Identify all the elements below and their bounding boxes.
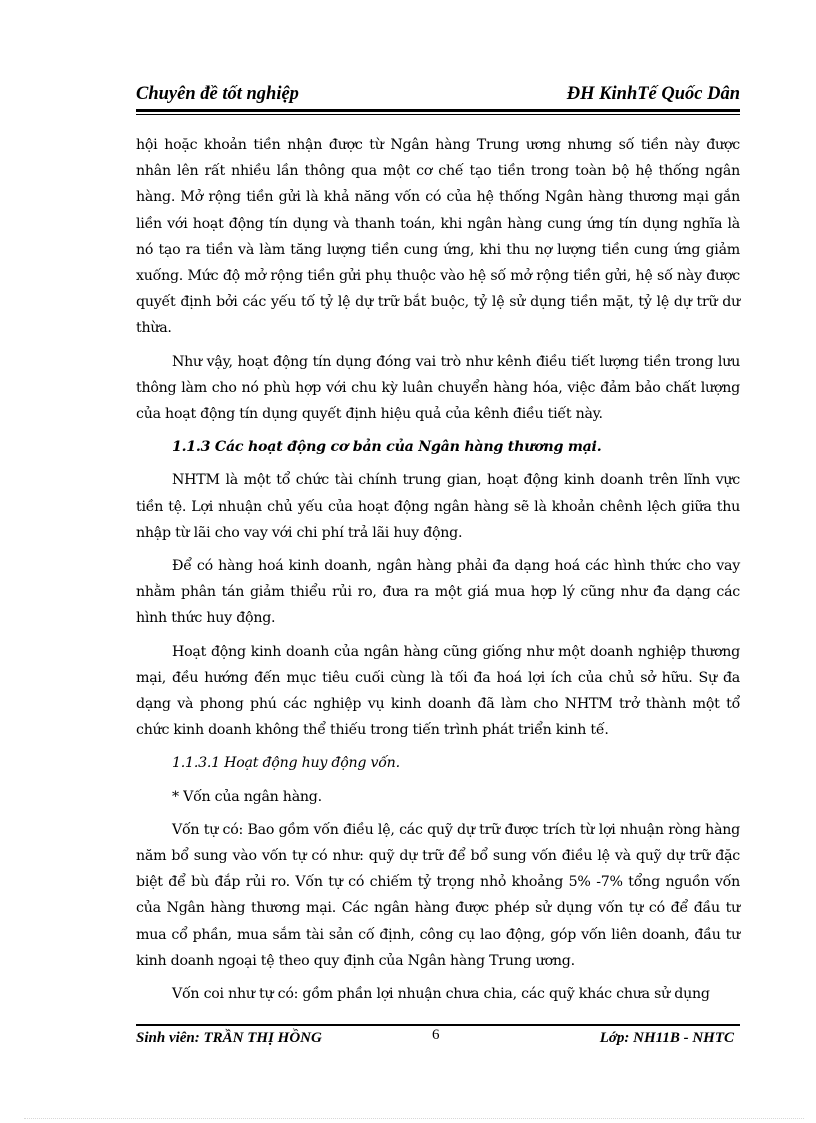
paragraph-nhtm-definition: NHTM là một tổ chức tài chính trung gian, hoạt động kinh doanh trên lĩnh vực tiền tệ. Lợi nhuận chủ yếu của hoạt động ngân hàng sẽ là khoản chênh lệch giữa thu nhập từ lãi cho vay với chi phí trả lãi huy động. [136, 472, 740, 541]
page-header [136, 82, 740, 110]
subsection-heading-1-1-3-1: 1.1.3.1 Hoạt động huy động vốn. [172, 755, 400, 772]
header-rule-thin [136, 114, 740, 115]
page-bottom-edge [24, 1118, 804, 1119]
bullet-bank-capital: * Vốn của ngân hàng. [172, 788, 322, 805]
footer-class: Lớp: NH11B - NHTC [599, 1030, 734, 1046]
page-body [136, 132, 740, 1007]
header-left-title: Chuyên đề tốt nghiệp [136, 84, 299, 104]
header-right-title: ĐH KinhTế Quốc Dân [566, 84, 740, 104]
paragraph-business-activity: Hoạt động kinh doanh của ngân hàng cũng giống như một doanh nghiệp thương mại, đều hướng đến mục tiêu cuối cùng là tối đa hoá lợi ích của chủ sở hữu. Sự đa dạng và phong phú các nghiệp vụ kinh doanh đã làm cho NHTM trở thành một tổ chức kinh doanh không thể thiếu trong tiến trình phát triển kinh tế. [136, 643, 740, 739]
section-heading-1-1-3: 1.1.3 Các hoạt động cơ bản của Ngân hàng thương mại. [172, 439, 602, 456]
paragraph-diversify-lending: Để có hàng hoá kinh doanh, ngân hàng phải đa dạng hoá các hình thức cho vay nhằm phân tán giảm thiểu rủi ro, đưa ra một giá mua hợp lý cũng như đa dạng các hình thức huy động. [136, 558, 740, 627]
footer-rule [136, 1024, 740, 1026]
header-rule-thick [136, 109, 740, 112]
page-number: 6 [432, 1027, 440, 1043]
footer-student-name: Sinh viên: TRẦN THỊ HỒNG [136, 1030, 322, 1046]
paragraph-own-capital: Vốn tự có: Bao gồm vốn điều lệ, các quỹ dự trữ được trích từ lợi nhuận ròng hàng năm bổ sung vào vốn tự có như: quỹ dự trữ để bổ sung vốn điều lệ và quỹ dự trữ đặc biệt để bù đắp rủi ro. Vốn tự có chiếm tỷ trọng nhỏ khoảng 5% -7% tổng nguồn vốn của Ngân hàng thương mại. Các ngân hàng được phép sử dụng vốn tự có để đầu tư mua cổ phần, mua sắm tài sản cố định, công cụ lao động, góp vốn liên doanh, đầu tư kinh doanh ngoại tệ theo quy định của Ngân hàng Trung ương. [136, 821, 740, 969]
paragraph-quasi-own-capital: Vốn coi như tự có: gồm phần lợi nhuận chưa chia, các quỹ khác chưa sử dụng [172, 986, 710, 1003]
page-footer [136, 1027, 740, 1052]
paragraph-continuation: hội hoặc khoản tiền nhận được từ Ngân hàng Trung ương nhưng số tiền này được nhân lên rất nhiều lần thông qua một cơ chế tạo tiền trong toàn bộ hệ thống ngân hàng. Mở rộng tiền gửi là khả năng vốn có của hệ thống Ngân hàng thương mại gắn liền với hoạt động tín dụng và thanh toán, khi ngân hàng cung ứng tín dụng nghĩa là nó tạo ra tiền và làm tăng lượng tiền cung ứng, khi thu nợ lượng tiền cung ứng giảm xuống. Mức độ mở rộng tiền gửi phụ thuộc vào hệ số mở rộng tiền gửi, hệ số này được quyết định bởi các yếu tố tỷ lệ dự trữ bắt buộc, tỷ lệ sử dụng tiền mặt, tỷ lệ dự trữ dư thừa. [136, 137, 740, 337]
paragraph-credit-role: Như vậy, hoạt động tín dụng đóng vai trò như kênh điều tiết lượng tiền trong lưu thông làm cho nó phù hợp với chu kỳ luân chuyển hàng hóa, việc đảm bảo chất lượng của hoạt động tín dụng quyết định hiệu quả của kênh điều tiết này. [136, 353, 740, 423]
